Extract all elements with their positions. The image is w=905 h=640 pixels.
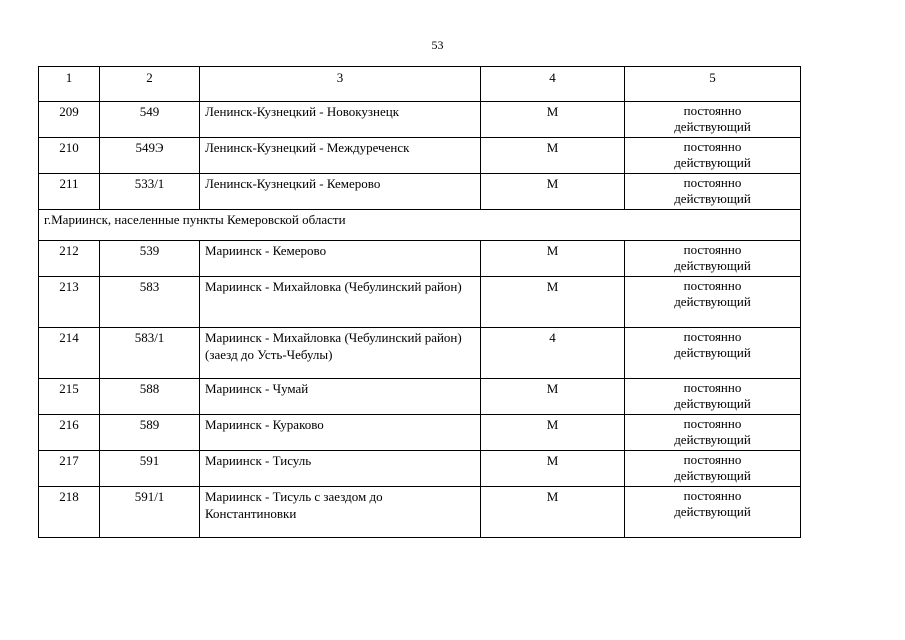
route-category: М <box>481 379 625 415</box>
route-code: 591 <box>100 451 200 487</box>
route-category: М <box>481 102 625 138</box>
table-row <box>39 138 801 174</box>
route-mode-line: действующий <box>674 191 751 206</box>
route-mode-line: постоянно <box>683 278 742 293</box>
row-number: 216 <box>39 415 100 451</box>
route-name: Ленинск-Кузнецкий - Междуреченск <box>200 138 481 174</box>
route-mode <box>625 487 801 538</box>
route-name: Мариинск - Чумай <box>200 379 481 415</box>
route-category: М <box>481 277 625 328</box>
route-name: Мариинск - Тисуль с заездом до Константиновки <box>200 487 481 538</box>
route-name: Ленинск-Кузнецкий - Кемерово <box>200 174 481 210</box>
route-mode-line: постоянно <box>683 103 742 118</box>
route-name: Мариинск - Тисуль <box>200 451 481 487</box>
route-mode-line: действующий <box>674 258 751 273</box>
row-number: 217 <box>39 451 100 487</box>
table-row <box>39 241 801 277</box>
route-code: 549Э <box>100 138 200 174</box>
route-mode <box>625 174 801 210</box>
row-number: 210 <box>39 138 100 174</box>
column-header: 1 <box>39 67 100 102</box>
route-mode-line: постоянно <box>683 242 742 257</box>
route-mode <box>625 241 801 277</box>
route-mode-line: действующий <box>674 119 751 134</box>
route-code: 583 <box>100 277 200 328</box>
group-heading: г.Мариинск, населенные пункты Кемеровской области <box>39 210 801 241</box>
group-heading-row <box>39 210 801 241</box>
table-row <box>39 328 801 379</box>
route-mode <box>625 102 801 138</box>
row-number: 212 <box>39 241 100 277</box>
table-row <box>39 415 801 451</box>
route-code: 549 <box>100 102 200 138</box>
route-category: 4 <box>481 328 625 379</box>
route-name: Мариинск - Кемерово <box>200 241 481 277</box>
route-mode-line: постоянно <box>683 329 742 344</box>
route-mode <box>625 138 801 174</box>
route-category: М <box>481 138 625 174</box>
route-name: Мариинск - Михайловка (Чебулинский район) <box>200 277 481 328</box>
route-mode <box>625 451 801 487</box>
route-mode-line: постоянно <box>683 380 742 395</box>
route-mode-line: постоянно <box>683 452 742 467</box>
route-mode-line: действующий <box>674 396 751 411</box>
table-row <box>39 277 801 328</box>
route-mode-line: постоянно <box>683 175 742 190</box>
column-header: 2 <box>100 67 200 102</box>
row-number: 213 <box>39 277 100 328</box>
route-mode-line: постоянно <box>683 139 742 154</box>
route-mode-line: действующий <box>674 345 751 360</box>
table-row <box>39 174 801 210</box>
table-header-row <box>39 67 801 102</box>
route-mode-line: действующий <box>674 504 751 519</box>
routes-table <box>38 66 801 538</box>
route-mode-line: действующий <box>674 294 751 309</box>
route-category: М <box>481 487 625 538</box>
route-mode-line: постоянно <box>683 416 742 431</box>
route-code: 583/1 <box>100 328 200 379</box>
route-mode-line: действующий <box>674 468 751 483</box>
route-mode <box>625 277 801 328</box>
column-header: 3 <box>200 67 481 102</box>
table-row <box>39 451 801 487</box>
route-code: 539 <box>100 241 200 277</box>
route-code: 533/1 <box>100 174 200 210</box>
page-number: 53 <box>431 38 444 52</box>
route-name: Мариинск - Кураково <box>200 415 481 451</box>
route-name: Мариинск - Михайловка (Чебулинский район) (заезд до Усть-Чебулы) <box>200 328 481 379</box>
row-number: 218 <box>39 487 100 538</box>
route-category: М <box>481 241 625 277</box>
table-row <box>39 379 801 415</box>
route-mode-line: действующий <box>674 432 751 447</box>
table-row <box>39 487 801 538</box>
row-number: 214 <box>39 328 100 379</box>
table-row <box>39 102 801 138</box>
route-mode <box>625 415 801 451</box>
route-code: 589 <box>100 415 200 451</box>
route-mode <box>625 328 801 379</box>
row-number: 209 <box>39 102 100 138</box>
route-category: М <box>481 451 625 487</box>
route-name: Ленинск-Кузнецкий - Новокузнецк <box>200 102 481 138</box>
route-code: 591/1 <box>100 487 200 538</box>
route-mode-line: действующий <box>674 155 751 170</box>
column-header: 4 <box>481 67 625 102</box>
route-mode-line: постоянно <box>683 488 742 503</box>
column-header: 5 <box>625 67 801 102</box>
row-number: 215 <box>39 379 100 415</box>
route-category: М <box>481 174 625 210</box>
route-code: 588 <box>100 379 200 415</box>
row-number: 211 <box>39 174 100 210</box>
route-category: М <box>481 415 625 451</box>
route-mode <box>625 379 801 415</box>
